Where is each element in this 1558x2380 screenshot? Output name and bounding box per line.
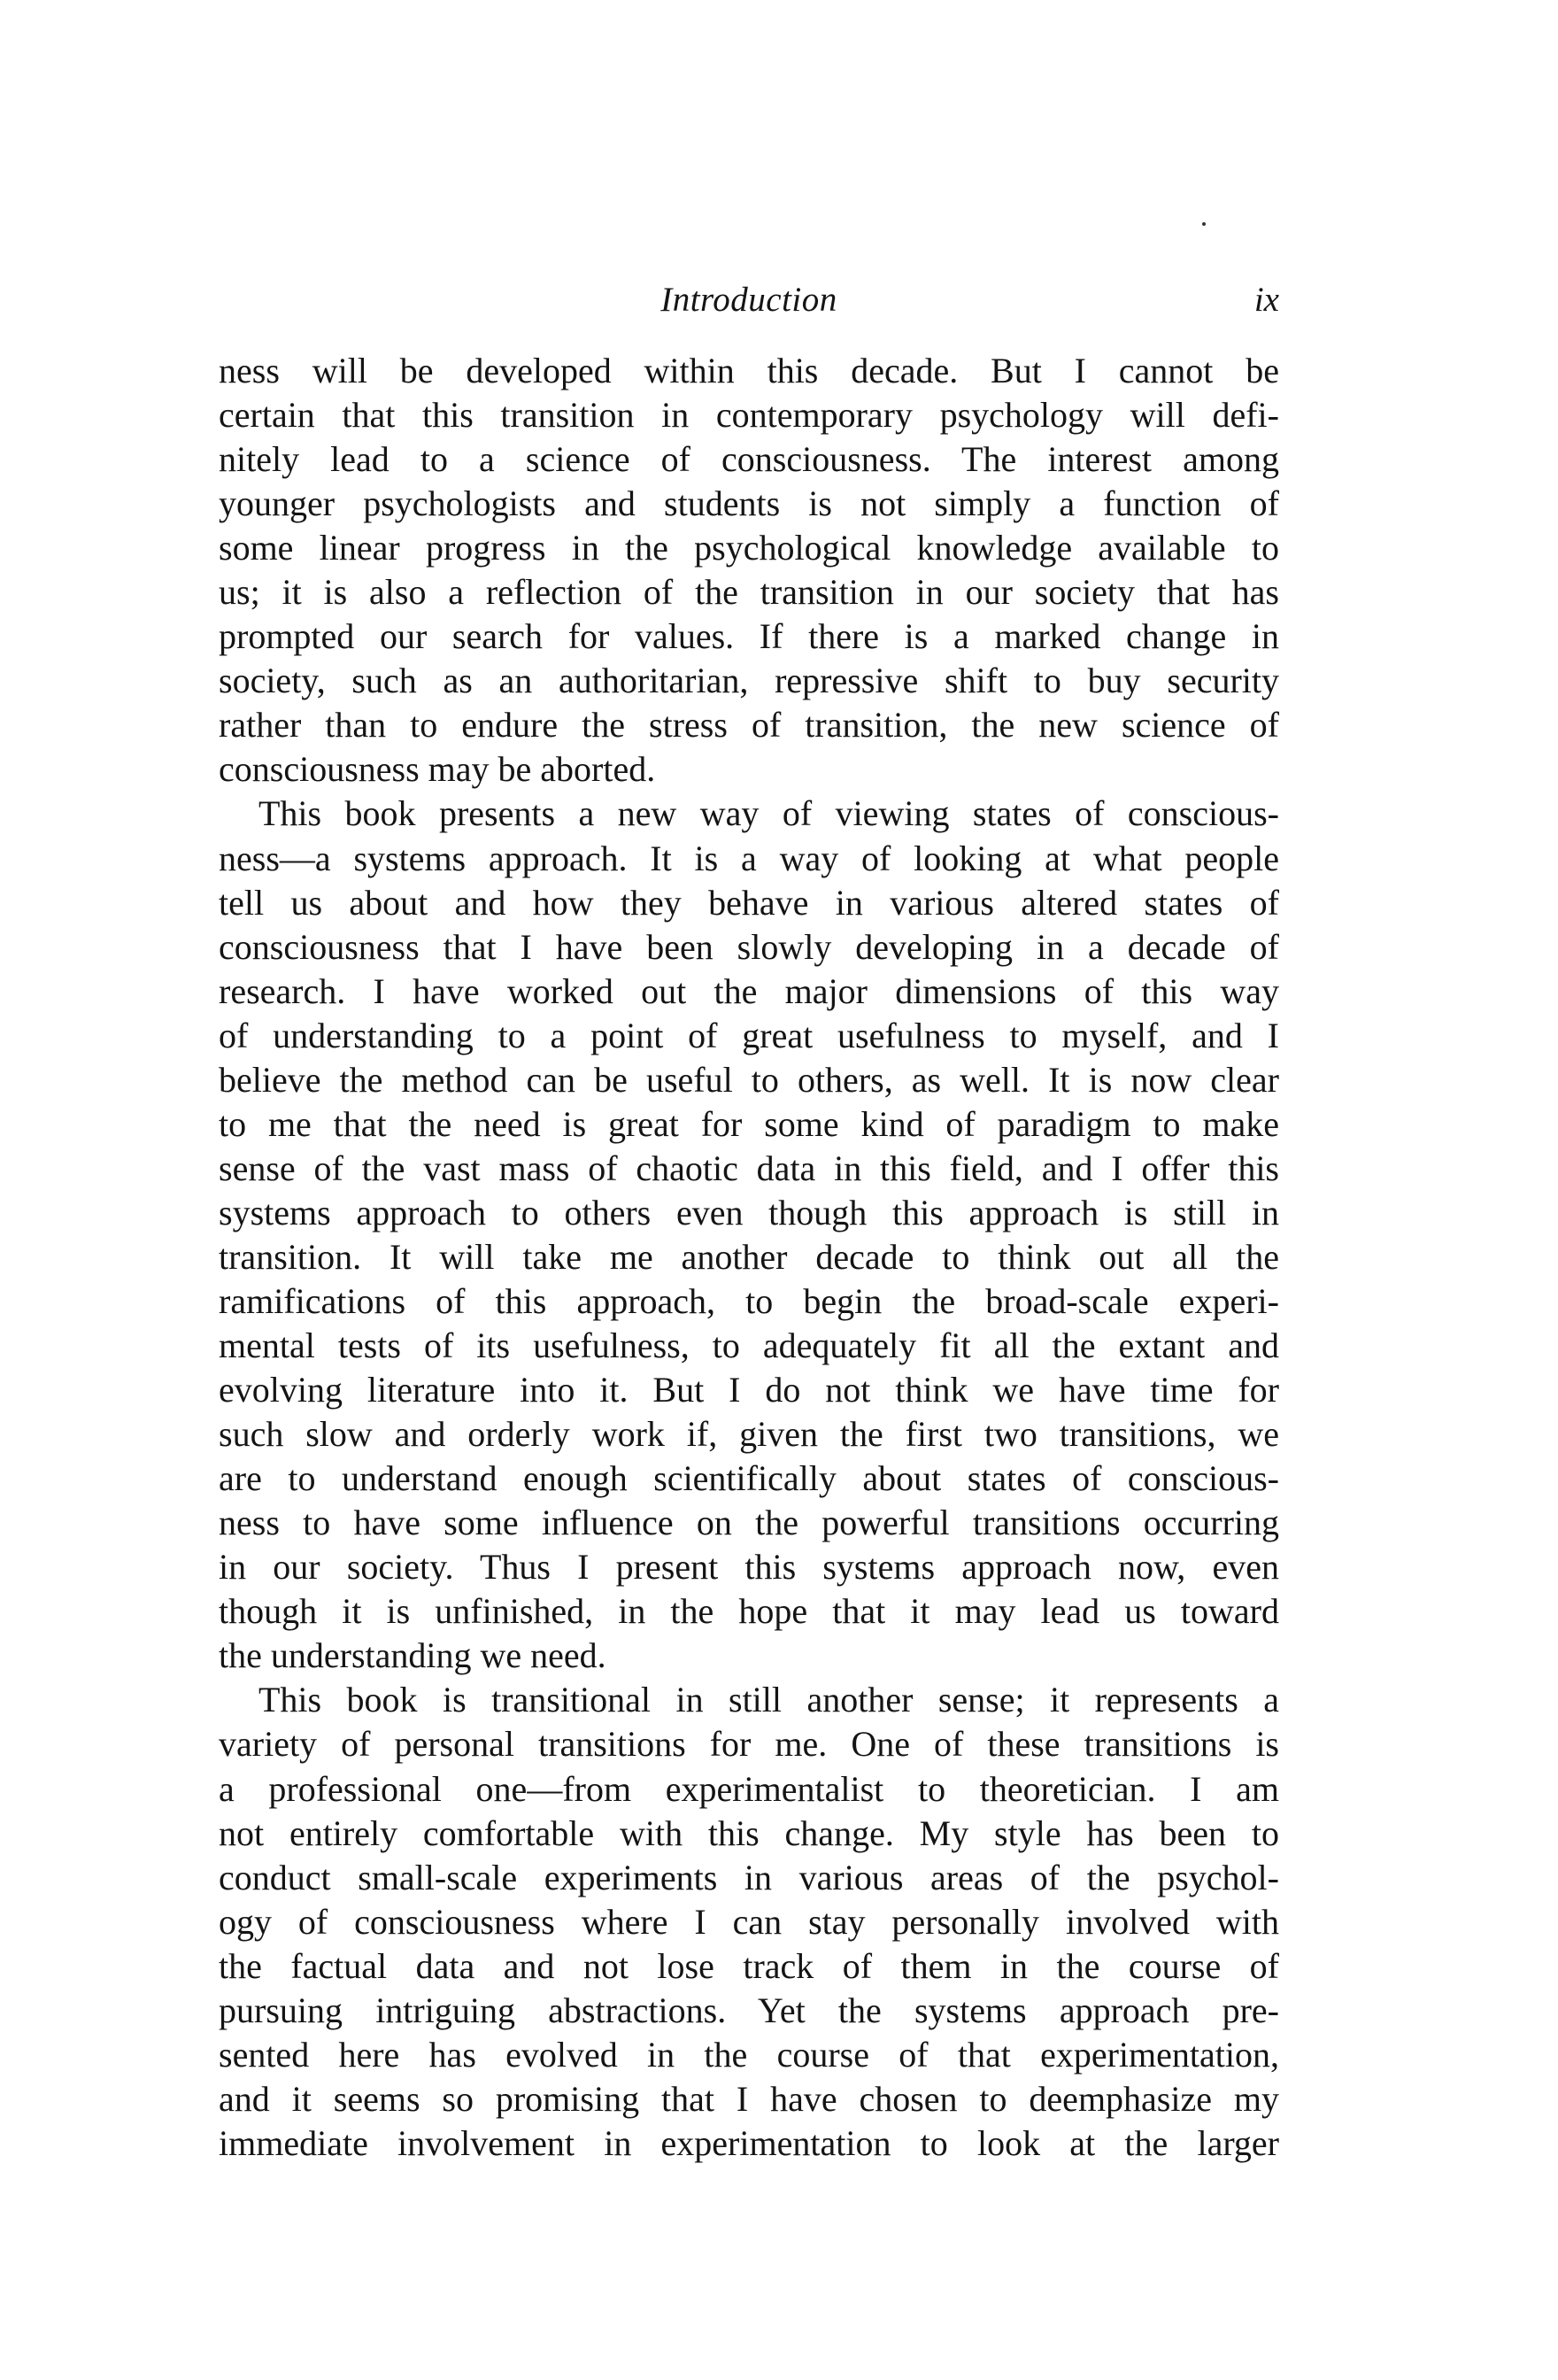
- text-line: younger psychologists and students is not simply a function of: [219, 483, 1279, 524]
- paragraph: [219, 1678, 1279, 2166]
- text-line: some linear progress in the psychological knowledge available to: [219, 528, 1279, 568]
- text-line: consciousness may be aborted.: [219, 749, 656, 790]
- text-line: though it is unfinished, in the hope that it may lead us toward: [219, 1591, 1279, 1632]
- text-line: research. I have worked out the major dimensions of this way: [219, 970, 1279, 1011]
- running-title: Introduction: [660, 281, 837, 319]
- text-line: ness will be developed within this decade. But I cannot be: [219, 351, 1279, 390]
- text-line: variety of personal transitions for me. One of these transitions is: [219, 1724, 1279, 1765]
- text-line: a professional one—from experimentalist to theoretician. I am: [219, 1768, 1279, 1809]
- text-line: the factual data and not lose track of them in the course of: [219, 1945, 1279, 1986]
- text-line: the understanding we need.: [219, 1635, 606, 1676]
- text-line: society, such as an authoritarian, repressive shift to buy security: [219, 661, 1279, 701]
- text-line: and it seems so promising that I have chosen to deemphasize my: [219, 2078, 1279, 2119]
- text-line: immediate involvement in experimentation to look at the larger: [219, 2122, 1279, 2163]
- text-line: not entirely comfortable with this change. My style has been to: [219, 1812, 1279, 1853]
- text-line: of understanding to a point of great usefulness to myself, and I: [219, 1015, 1279, 1055]
- text-line: us; it is also a reflection of the transition in our society that has: [219, 572, 1279, 613]
- text-line: nitely lead to a science of consciousness. The interest among: [219, 439, 1279, 480]
- text-line: certain that this transition in contemporary psychology will defi-: [219, 395, 1279, 436]
- body-text: [219, 349, 1279, 2166]
- text-line: sented here has evolved in the course of that experimentation,: [219, 2034, 1279, 2075]
- text-line: in our society. Thus I present this systems approach now, even: [219, 1547, 1279, 1588]
- page-number: ix: [1253, 281, 1279, 319]
- text-line: evolving literature into it. But I do not think we have time for: [219, 1370, 1279, 1410]
- text-line: ness—a systems approach. It is a way of looking at what people: [219, 838, 1279, 878]
- text-line: This book is transitional in still another sense; it represents a: [258, 1680, 1279, 1720]
- text-line: pursuing intriguing abstractions. Yet the systems approach pre-: [219, 1990, 1279, 2030]
- text-line: are to understand enough scientifically about states of conscious-: [219, 1458, 1279, 1499]
- text-line: ness to have some influence on the powerful transitions occurring: [219, 1503, 1279, 1543]
- text-line: consciousness that I have been slowly developing in a decade of: [219, 926, 1279, 967]
- text-line: rather than to endure the stress of transition, the new science of: [219, 705, 1279, 746]
- text-line: to me that the need is great for some kind of paradigm to make: [219, 1103, 1279, 1144]
- running-head: [219, 280, 1279, 329]
- text-line: conduct small-scale experiments in various areas of the psychol-: [219, 1857, 1279, 1897]
- paragraph: [219, 792, 1279, 1678]
- text-line: transition. It will take me another decade to think out all the: [219, 1236, 1279, 1277]
- text-line: tell us about and how they behave in various altered states of: [219, 882, 1279, 923]
- text-line: This book presents a new way of viewing states of conscious-: [258, 793, 1279, 834]
- text-line: believe the method can be useful to others, as well. It is now clear: [219, 1059, 1279, 1100]
- print-speck: [1202, 222, 1206, 226]
- text-line: sense of the vast mass of chaotic data in this field, and I offer this: [219, 1148, 1279, 1188]
- text-line: ogy of consciousness where I can stay personally involved with: [219, 1901, 1279, 1942]
- paragraph: [219, 349, 1279, 792]
- text-line: mental tests of its usefulness, to adequately fit all the extant and: [219, 1325, 1279, 1366]
- text-line: systems approach to others even though this approach is still in: [219, 1192, 1279, 1232]
- text-line: such slow and orderly work if, given the first two transitions, we: [219, 1414, 1279, 1455]
- text-line: prompted our search for values. If there is a marked change in: [219, 616, 1279, 657]
- text-line: ramifications of this approach, to begin the broad-scale experi-: [219, 1280, 1279, 1321]
